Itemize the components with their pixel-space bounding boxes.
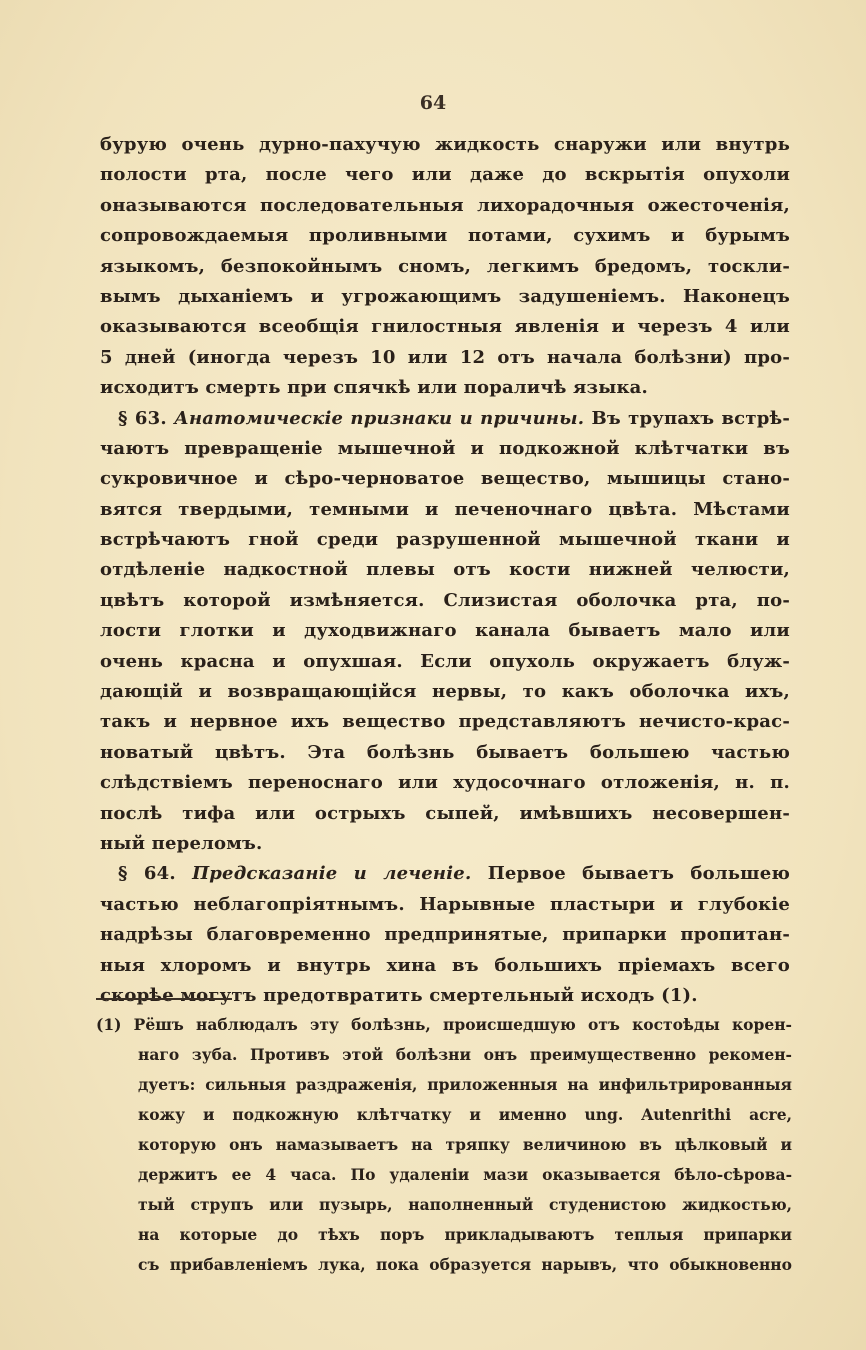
text-run: Въ трупахъ встрѣ- <box>591 407 790 429</box>
footnote-line: которую онъ намазываетъ на тряпку величиною въ цѣлковый и <box>138 1135 792 1154</box>
text-line: послѣ тифа или острыхъ сыпей, имѣвшихъ несовершен- <box>100 802 790 824</box>
section-63-heading-line <box>100 404 790 434</box>
footnote-line: кожу и подкожную клѣтчатку и именно ung. Autenrithi acre, <box>138 1105 792 1124</box>
footnote-line: наго зуба. Противъ этой болѣзни онъ преимущественно рекомен- <box>138 1045 792 1064</box>
text-run: Первое бываетъ большею <box>487 863 790 885</box>
text-line: вятся твердыми, темными и печеночнаго цвѣта. Мѣстами <box>100 498 790 520</box>
footnote-line: тый струпъ или пузырь, наполненный студенистою жидкостью, <box>138 1195 792 1214</box>
footnote-line: (1) Рёшъ наблюдалъ эту болѣзнь, происшедшую отъ костоѣды корен- <box>96 1015 792 1034</box>
text-line: оназываются последовательныя лихорадочныя ожесточенія, <box>100 194 790 216</box>
section-number: § 63. <box>118 407 167 429</box>
text-line: частью неблагопріятнымъ. Нарывные пластыри и глубокіе <box>100 893 790 915</box>
text-line: лости глотки и духодвижнаго канала бываетъ мало или <box>100 620 790 642</box>
text-line: надрѣзы благовременно предпринятые, припарки пропитан- <box>100 924 790 946</box>
text-line: оказываются всеобщія гнилостныя явленія и черезъ 4 или <box>100 316 790 338</box>
text-line: языкомъ, безпокойнымъ сномъ, легкимъ бредомъ, тоскли- <box>100 255 790 277</box>
text-line: очень красна и опухшая. Если опухоль окружаетъ блуж- <box>100 650 790 672</box>
text-line: чаютъ превращеніе мышечной и подкожной клѣтчатки въ <box>100 437 790 459</box>
text-line: бурую очень дурно-пахучую жидкость снаружи или внутрь <box>100 134 790 155</box>
text-line: встрѣчаютъ гной среди разрушенной мышечной ткани и <box>100 529 790 551</box>
footnote <box>96 1010 792 1280</box>
text-line: отдѣленіе надкостной плевы отъ кости нижней челюсти, <box>100 559 790 581</box>
text-line: такъ и нервное ихъ вещество представляютъ нечисто-крас- <box>100 711 790 733</box>
page-number: 64 <box>419 92 447 114</box>
text-line: 5 дней (иногда черезъ 10 или 12 отъ начала болѣзни) про- <box>100 346 790 368</box>
text-line: ный переломъ. <box>100 832 263 854</box>
text-line: ныя хлоромъ и внутрь хина въ большихъ пріемахъ всего <box>100 954 790 976</box>
text-line: дающій и возвращающійся нервы, то какъ оболочка ихъ, <box>100 681 790 703</box>
text-line: сукровичное и сѣро-черноватое вещество, мышицы стано- <box>100 468 790 490</box>
text-line: сопровождаемыя проливными потами, сухимъ и бурымъ <box>100 225 790 247</box>
section-title: Анатомическіе признаки и причины. <box>174 407 585 429</box>
footnote-line: на которые до тѣхъ поръ прикладываютъ теплыя припарки <box>138 1225 792 1244</box>
footnote-line: съ прибавленіемъ лука, пока образуется нарывъ, что обыкновенно <box>138 1255 792 1274</box>
text-line: слѣдствіемъ переноснаго или худосочнаго отложенія, н. п. <box>100 772 790 794</box>
section-64-heading-line <box>100 859 790 889</box>
footnote-line: держитъ ее 4 часа. По удаленіи мази оказывается бѣло-сѣрова- <box>138 1165 792 1184</box>
text-line: скорѣе могутъ предотвратить смертельный исходъ (1). <box>100 984 698 1006</box>
section-number: § 64. <box>118 863 176 885</box>
text-line: полости рта, после чего или даже до вскрытія опухоли <box>100 164 790 186</box>
footnote-divider <box>96 998 232 1000</box>
text-line: исходитъ смерть при спячкѣ или пораличѣ языка. <box>100 377 648 399</box>
text-line: вымъ дыханіемъ и угрожающимъ задушеніемъ. Наконецъ <box>100 285 790 307</box>
text-line: новатый цвѣтъ. Эта болѣзнь бываетъ большею частью <box>100 741 790 763</box>
footnote-line: дуетъ: сильныя раздраженія, приложенныя на инфильтрированныя <box>138 1075 792 1094</box>
section-title: Предсказаніе и леченіе. <box>192 863 472 885</box>
text-line: цвѣтъ которой измѣняется. Слизистая оболочка рта, по- <box>100 589 790 611</box>
main-text <box>100 130 790 1011</box>
